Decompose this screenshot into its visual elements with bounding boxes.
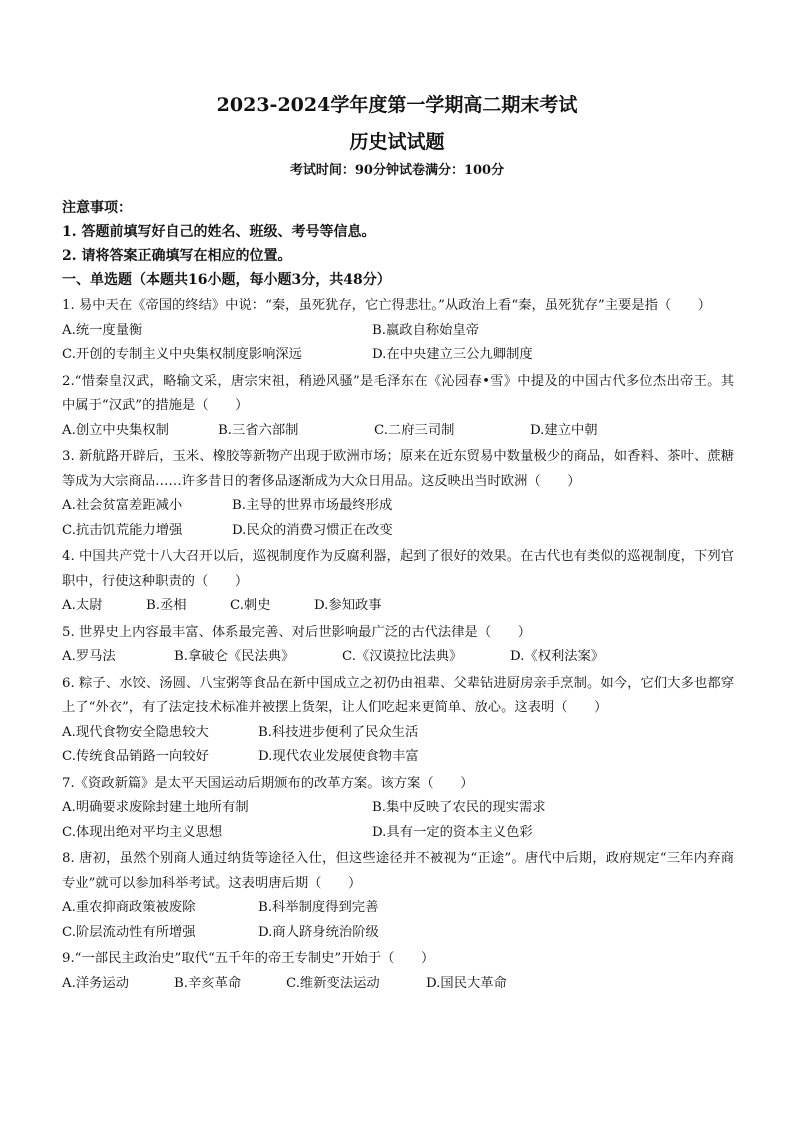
option-a: A.明确要求废除封建土地所有制	[62, 800, 249, 815]
option-c: C.体现出绝对平均主义思想	[62, 824, 223, 840]
option-b: B.科技进步便利了民众生活	[258, 724, 419, 740]
option-group	[62, 721, 734, 770]
option-a: A.创立中央集权制	[62, 422, 169, 438]
question-stem: 6. 粽子、水饺、汤圆、八宝粥等食品在新中国成立之初仍由祖辈、父辈钻进厨房亲手烹制。如今，它们大多也都穿上了“外衣”，有了法定技术标准并被摆上货架，让人们吃起来更简单、放心。这表明（ ）	[62, 675, 734, 715]
option-d: D.《权利法案》	[510, 649, 605, 664]
option-a: A.社会贫富差距减小	[62, 498, 183, 513]
option-a: A.重农抑商政策被废除	[62, 900, 196, 915]
notes-heading: 注意事项：	[62, 200, 132, 216]
question-stem: 3. 新航路开辟后，玉米、橡胶等新物产出现于欧洲市场；原来在近东贸易中数量极少的商品，如香料、茶叶、蔗糖等成为大宗商品……许多昔日的奢侈品逐渐成为大众日用品。这反映出当时欧洲（ ）	[62, 449, 734, 489]
question-6	[62, 672, 734, 770]
question-stem: 1. 易中天在《帝国的终结》中说：“秦，虽死犹存，它亡得悲壮。”从政治上看“秦，虽死犹存”主要是指（ ）	[62, 298, 712, 313]
question-5	[62, 621, 734, 670]
option-d: D.在中央建立三公九卿制度	[372, 347, 533, 362]
option-d: D.建立中朝	[530, 422, 598, 438]
option-group	[62, 319, 734, 368]
option-b: B.科举制度得到完善	[258, 900, 379, 915]
exam-header	[0, 93, 794, 180]
option-d: D.民众的消费习惯正在改变	[232, 522, 393, 538]
option-c: C.传统食品销路一向较好	[62, 749, 209, 764]
question-9	[62, 947, 734, 996]
option-group	[62, 972, 734, 997]
option-d: D.国民大革命	[426, 975, 507, 991]
option-b: B.丞相	[146, 598, 187, 613]
option-b: B.拿破仑《民法典》	[174, 649, 295, 664]
exam-subtitle: 历史试试题	[349, 131, 445, 153]
option-a: A.太尉	[62, 598, 103, 613]
option-group	[62, 645, 734, 670]
question-stem: 2.“惜秦皇汉武，略输文采，唐宗宋祖，稍逊风骚”是毛泽东在《沁园春•雪》中提及的中国古代多位杰出帝王。其中属于“汉武”的措施是（ ）	[62, 373, 734, 413]
option-b: B.集中反映了农民的现实需求	[372, 800, 546, 815]
option-a: A.罗马法	[62, 649, 116, 664]
option-d: D.参知政事	[314, 598, 382, 613]
option-group	[62, 419, 734, 444]
question-stem: 4. 中国共产党十八大召开以后，巡视制度作为反腐利器，起到了很好的效果。在古代也有类似的巡视制度，下列官职中，行使这种职责的（ ）	[62, 549, 734, 589]
option-c: C.刺史	[230, 598, 271, 613]
option-c: C.开创的专制主义中央集权制度影响深远	[62, 347, 302, 362]
option-group	[62, 494, 734, 543]
option-c: C.抗击饥荒能力增强	[62, 522, 183, 538]
question-stem: 7.《资政新篇》是太平天国运动后期颁布的改革方案。该方案（ ）	[62, 775, 474, 791]
question-stem: 8. 唐初，虽然个别商人通过纳货等途径入仕，但这些途径并不被视为“正途”。唐代中后期，政府规定“三年内弃商专业”就可以参加科举考试。这表明唐后期（ ）	[62, 851, 734, 891]
exam-body	[62, 196, 734, 996]
exam-title: 2023-2024学年度第一学期高二期末考试	[216, 94, 578, 116]
option-group	[62, 796, 734, 845]
option-c: C.二府三司制	[374, 422, 455, 438]
option-a: A.现代食物安全隐患较大	[62, 724, 209, 740]
question-stem: 9.“一部民主政治史”取代“五千年的帝王专制史”开始于（ ）	[62, 951, 435, 966]
section-heading: 一、单选题（本题共16小题，每小题3分，共48分）	[62, 272, 391, 288]
question-stem: 5. 世界史上内容最丰富、体系最完善、对后世影响最广泛的古代法律是（ ）	[62, 624, 532, 640]
option-b: B.三省六部制	[218, 422, 299, 438]
option-a: A.洋务运动	[62, 975, 130, 991]
question-2	[62, 370, 734, 444]
question-7	[62, 772, 734, 846]
option-d: D.现代农业发展使食物丰富	[258, 749, 419, 764]
option-c: C.阶层流动性有所增强	[62, 924, 196, 940]
option-c: C.维新变法运动	[286, 975, 380, 991]
question-8	[62, 847, 734, 945]
option-d: D.具有一定的资本主义色彩	[372, 824, 533, 840]
option-d: D.商人跻身统治阶级	[258, 924, 379, 940]
option-b: B.嬴政自称始皇帝	[372, 322, 480, 338]
question-1	[62, 294, 734, 368]
option-group	[62, 896, 734, 945]
option-c: C.《汉谟拉比法典》	[342, 649, 463, 664]
question-3	[62, 445, 734, 543]
option-group	[62, 594, 734, 619]
question-4	[62, 545, 734, 619]
exam-meta: 考试时间：90分钟试卷满分：100分	[289, 163, 505, 178]
note-item-1: 1. 答题前填写好自己的姓名、班级、考号等信息。	[62, 224, 376, 240]
option-b: B.主导的世界市场最终形成	[232, 498, 393, 513]
option-a: A.统一度量衡	[62, 322, 143, 338]
note-item-2: 2. 请将答案正确填写在相应的位置。	[62, 248, 292, 264]
option-b: B.辛亥革命	[174, 975, 242, 991]
